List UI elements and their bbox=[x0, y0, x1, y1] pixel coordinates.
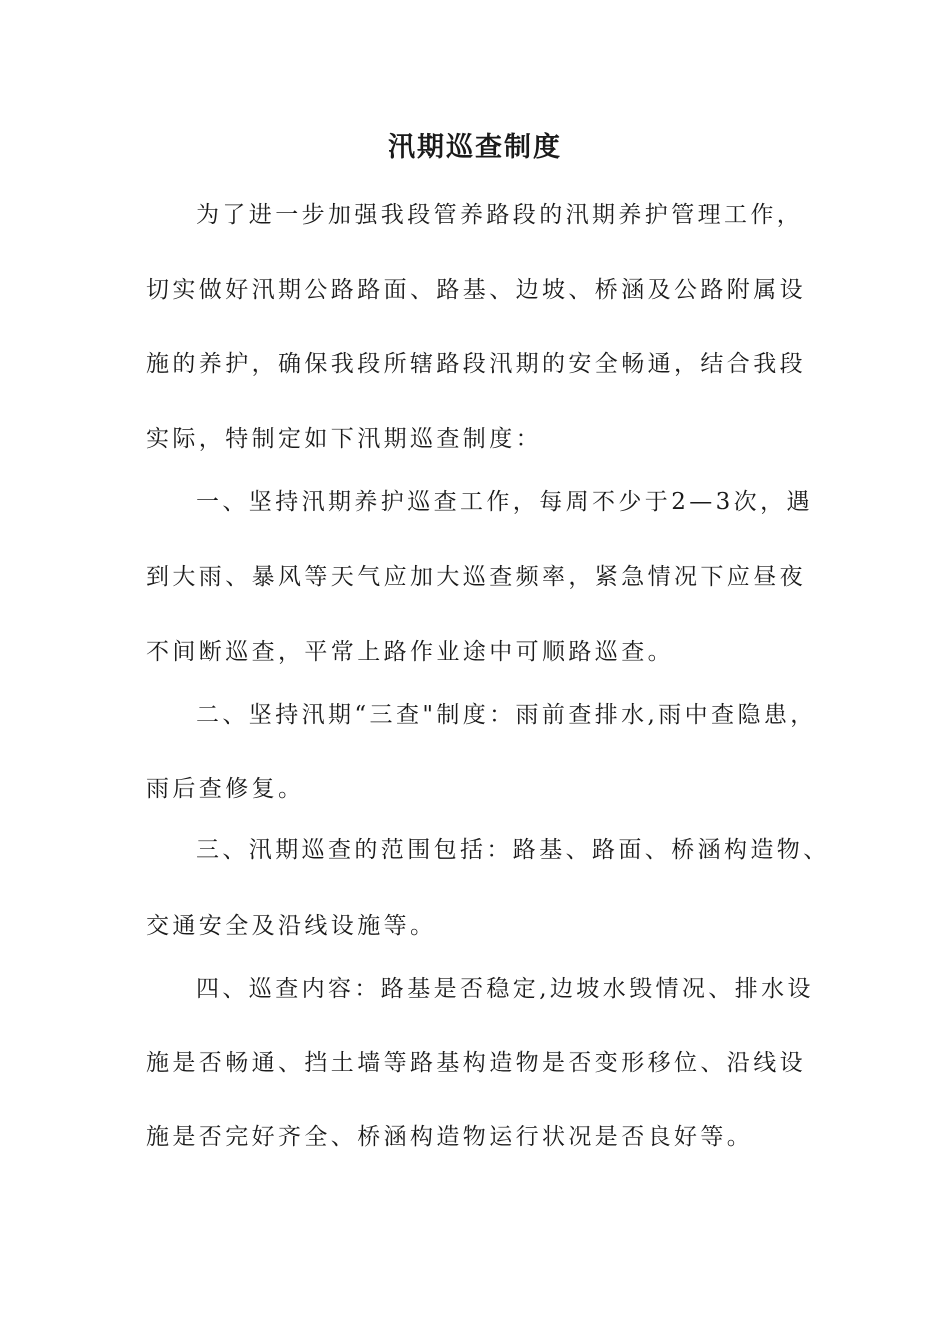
paragraph-item-4-line-3: 施是否完好齐全、桥涵构造物运行状况是否良好等。 bbox=[146, 1124, 754, 1150]
paragraph-item-1-line-2: 到大雨、暴风等天气应加大巡查频率，紧急情况下应昼夜 bbox=[146, 564, 806, 590]
paragraph-intro-line-2: 切实做好汛期公路路面、路基、边坡、桥涵及公路附属设 bbox=[146, 277, 806, 303]
document-title: 汛期巡查制度 bbox=[388, 132, 562, 163]
paragraph-intro-line-1: 为了进一步加强我段管养路段的汛期养护管理工作， bbox=[196, 202, 804, 228]
paragraph-item-3-line-2: 交通安全及沿线设施等。 bbox=[146, 913, 437, 939]
paragraph-item-4-line-2: 施是否畅通、挡土墙等路基构造物是否变形移位、沿线设 bbox=[146, 1050, 806, 1076]
paragraph-item-2-line-1: 二、坚持汛期“三查"制度：雨前查排水,雨中查隐患， bbox=[196, 702, 817, 728]
paragraph-item-2-line-2: 雨后查修复。 bbox=[146, 776, 305, 802]
paragraph-item-1-line-1: 一、坚持汛期养护巡查工作，每周不少于2—3次，遇 bbox=[196, 489, 813, 515]
paragraph-item-3-line-1: 三、汛期巡查的范围包括：路基、路面、桥涵构造物、 bbox=[196, 837, 830, 863]
paragraph-intro-line-4: 实际，特制定如下汛期巡查制度： bbox=[146, 426, 542, 452]
paragraph-intro-line-3: 施的养护，确保我段所辖路段汛期的安全畅通，结合我段 bbox=[146, 351, 806, 377]
paragraph-item-4-line-1: 四、巡查内容：路基是否稳定,边坡水毁情况、排水设 bbox=[196, 976, 814, 1002]
paragraph-item-1-line-3: 不间断巡查，平常上路作业途中可顺路巡查。 bbox=[146, 639, 674, 665]
